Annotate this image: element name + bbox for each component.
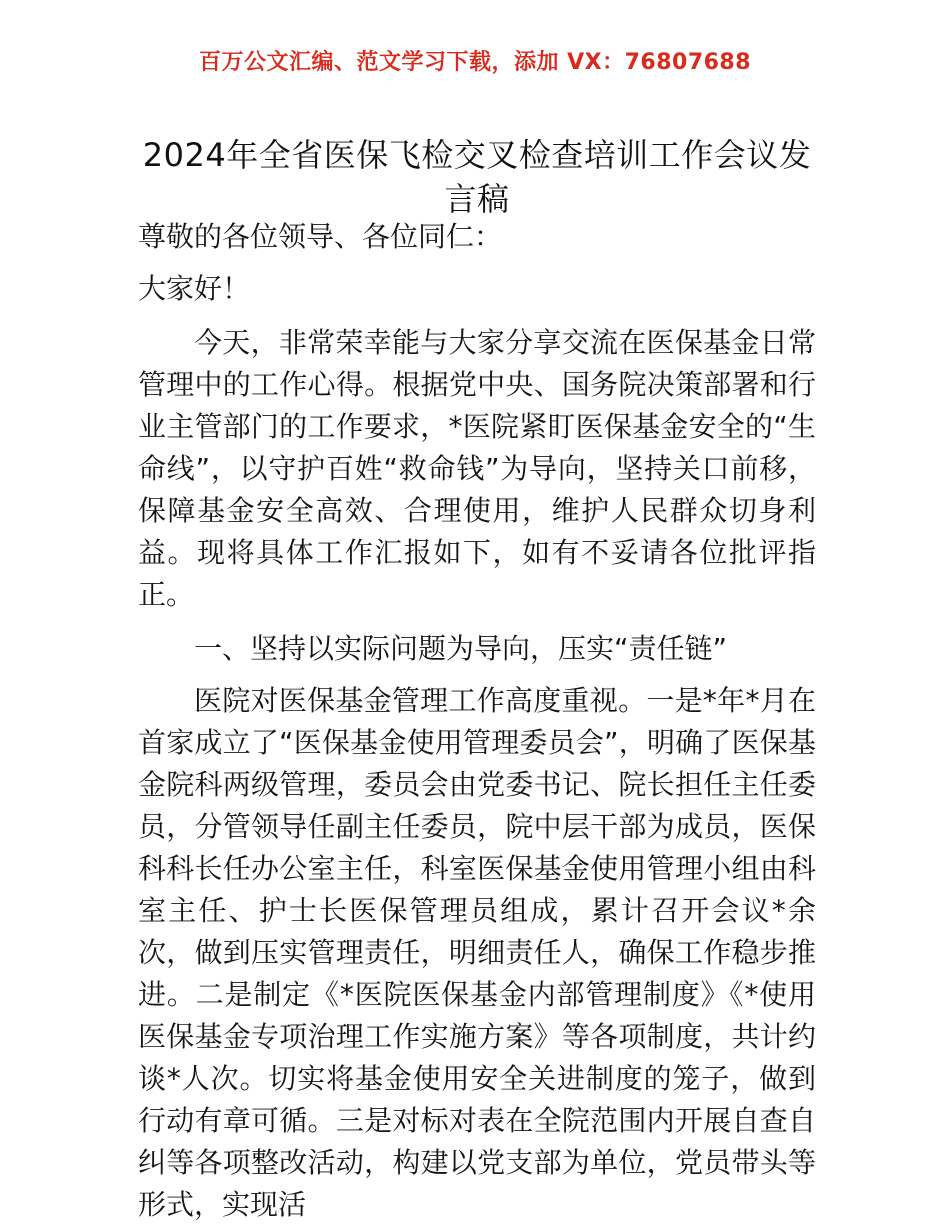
greeting-line: 大家好！ — [138, 272, 251, 305]
section-heading-1: 一、坚持以实际问题为导向，压实“责任链” — [194, 632, 728, 665]
paragraph-1: 今天，非常荣幸能与大家分享交流在医保基金日常管理中的工作心得。根据党中央、国务院决策部署和行业主管部门的工作要求，*医院紧盯医保基金安全的“生命线”，以守护百姓“救命钱”为导向，坚持关口前移，保障基金安全高效、合理使用，维护人民群众切身利益。现将具体工作汇报如下，如有不妥请各位批评指正。 — [138, 326, 816, 611]
document-body — [138, 216, 816, 1226]
paragraph-2: 医院对医保基金管理工作高度重视。一是*年*月在首家成立了“医保基金使用管理委员会”，明确了医保基金院科两级管理，委员会由党委书记、院长担任主任委员，分管领导任副主任委员，院中层干部为成员，医保科科长任办公室主任，科室医保基金使用管理小组由科室主任、护士长医保管理员组成，累计召开会议*余次，做到压实管理责任，明细责任人，确保工作稳步推进。二是制定《*医院医保基金内部管理制度》《*使用医保基金专项治理工作实施方案》等各项制度，共计约谈*人次。切实将基金使用安全关进制度的笼子，做到行动有章可循。三是对标对表在全院范围内开展自查自纠等各项整改活动，构建以党支部为单位，党员带头等形式，实现活 — [138, 684, 816, 1221]
promo-header-text: 百万公文汇编、范文学习下载，添加 VX：76807688 — [198, 50, 752, 75]
page-title: 2024年全省医保飞检交叉检查培训工作会议发言稿 — [142, 136, 812, 219]
salutation-line: 尊敬的各位领导、各位同仁： — [138, 220, 503, 253]
